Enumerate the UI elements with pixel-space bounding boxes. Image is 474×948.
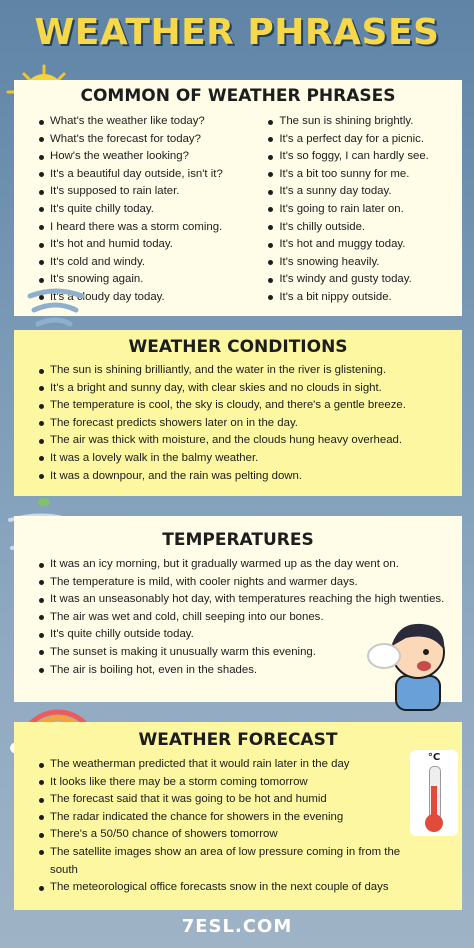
list-item: It's cold and windy. [38,254,267,272]
temperatures-heading: TEMPERATURES [162,530,314,550]
list-item: It was a lovely walk in the balmy weather. [38,450,452,468]
list-item: What's the forecast for today? [38,131,267,149]
list-item: It's a perfect day for a picnic. [267,131,452,149]
list-item: It's a bit too sunny for me. [267,166,452,184]
list-item: What's the weather like today? [38,113,267,131]
list-item: It was a downpour, and the rain was pelting down. [38,468,452,486]
common-left-list [38,113,267,307]
list-item: It's windy and gusty today. [267,271,452,289]
list-item: It's snowing heavily. [267,254,452,272]
list-item: It's chilly outside. [267,219,452,237]
list-item: The air was thick with moisture, and the clouds hung heavy overhead. [38,432,452,450]
list-item: The sun is shining brightly. [267,113,452,131]
cold-person-icon [366,612,466,712]
list-item: It's going to rain later on. [267,201,452,219]
weather-conditions-heading: WEATHER CONDITIONS [128,337,348,357]
list-item: It's so foggy, I can hardly see. [267,148,452,166]
weather-forecast-heading: WEATHER FORECAST [138,730,338,750]
list-item: It's a bit nippy outside. [267,289,452,307]
page-title: WEATHER PHRASES [34,12,440,53]
weather-conditions-panel [14,330,462,496]
list-item: The temperature is cool, the sky is cloudy, and there's a gentle breeze. [38,397,452,415]
list-item: The forecast predicts showers later on in the day. [38,415,452,433]
list-item: The meteorological office forecasts snow in the next couple of days [38,879,402,897]
weather-conditions-list [14,362,462,485]
common-phrases-panel [14,80,462,316]
list-item: The satellite images show an area of low pressure coming in from the south [38,844,402,879]
weather-forecast-list [14,756,462,897]
weather-forecast-panel [14,722,462,910]
list-item: How's the weather looking? [38,148,267,166]
thermometer-unit: °C [427,752,441,763]
list-item: It's a sunny day today. [267,183,452,201]
list-item: The air is boiling hot, even in the shades. [38,662,452,680]
list-item: The forecast said that it was going to be hot and humid [38,791,402,809]
list-item: The temperature is mild, with cooler nights and warmer days. [38,574,452,592]
list-item: The sunset is making it unusually warm this evening. [38,644,452,662]
list-item: It's hot and humid today. [38,236,267,254]
list-item: The radar indicated the chance for showers in the evening [38,809,402,827]
thermometer-icon [410,750,458,836]
list-item: It's a beautiful day outside, isn't it? [38,166,267,184]
list-item: It's quite chilly today. [38,201,267,219]
list-item: It's a bright and sunny day, with clear skies and no clouds in sight. [38,380,452,398]
list-item: It looks like there may be a storm coming tomorrow [38,774,402,792]
list-item: There's a 50/50 chance of showers tomorrow [38,826,402,844]
list-item: It's supposed to rain later. [38,183,267,201]
list-item: The weatherman predicted that it would rain later in the day [38,756,402,774]
list-item: It was an unseasonably hot day, with temperatures reaching the high twenties. [38,591,452,609]
footer-brand: 7ESL.COM [181,916,293,937]
list-item: The sun is shining brilliantly, and the water in the river is glistening. [38,362,452,380]
list-item: It's snowing again. [38,271,267,289]
list-item: It's a cloudy day today. [38,289,267,307]
list-item: I heard there was a storm coming. [38,219,267,237]
common-right-list [267,113,452,307]
common-phrases-heading: COMMON OF WEATHER PHRASES [80,86,396,106]
list-item: It's hot and muggy today. [267,236,452,254]
list-item: It was an icy morning, but it gradually warmed up as the day went on. [38,556,452,574]
list-item: The air was wet and cold, chill seeping into our bones. [38,609,452,627]
list-item: It's quite chilly outside today. [38,626,452,644]
